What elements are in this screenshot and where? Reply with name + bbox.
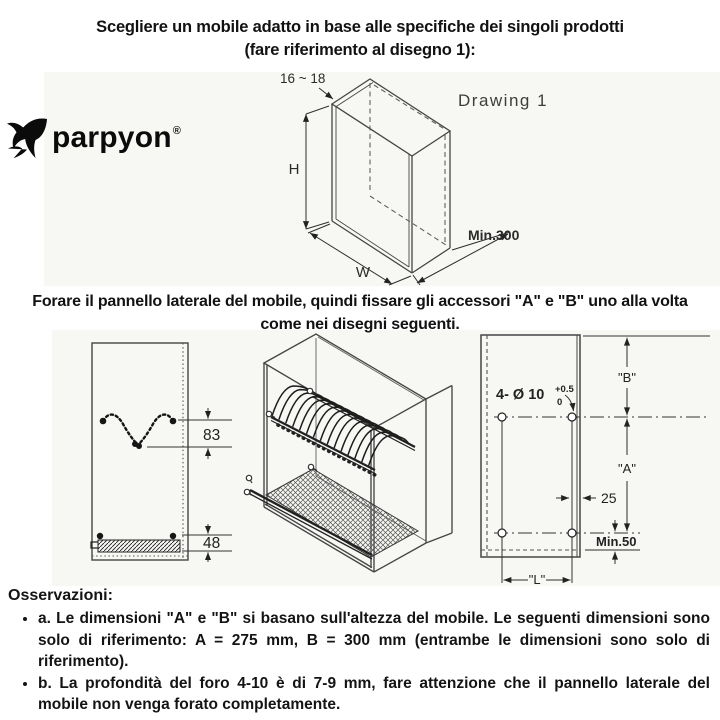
drill-holes	[498, 413, 576, 537]
dim-height-label: H	[288, 161, 300, 178]
drilling-template-figure	[460, 325, 720, 595]
brand-name: parpyon	[52, 121, 172, 154]
observation-item-a: • a. Le dimensioni "A" e "B" si basano sull'altezza del mobile. Le seguenti dimensioni sono solo di riferimento: A = 275 mm, B = 300 mm (entrambe le dimensioni sono solo di riferimento).	[38, 608, 710, 673]
bird-logo-icon	[6, 116, 48, 162]
drip-tray-beads	[278, 425, 375, 475]
observations-heading: Osservazioni:	[8, 587, 113, 604]
accessory-a-position	[100, 415, 177, 449]
observation-item-b: • b. La profondità del foro 4-10 è di 7-9 mm, fare attenzione che il pannello laterale del mobile non venga forato completamente.	[38, 673, 710, 716]
side-panel-figure	[60, 335, 240, 575]
observations-list	[8, 608, 710, 716]
observations-section	[8, 585, 710, 716]
drawing1-caption: Drawing 1	[458, 91, 549, 110]
panel-outline	[481, 335, 580, 557]
brand-logo	[6, 116, 180, 162]
dim-thickness-label: 16 ~ 18	[280, 71, 326, 86]
dim-b-label: "B"	[618, 370, 636, 385]
dim-l-label: "L"	[528, 572, 546, 587]
page-title-line2: (fare riferimento al disegno 1):	[244, 41, 476, 59]
hole-tolerance-upper: +0.5	[555, 384, 574, 395]
dim-a-label: "A"	[618, 461, 636, 476]
hole-spec-label: 4- Ø 10	[496, 387, 545, 403]
page-title-line1: Scegliere un mobile adatto in base alle specifiche dei singoli prodotti	[96, 18, 624, 36]
dim-25-label: 25	[601, 490, 617, 506]
cabinet-outline	[332, 79, 450, 273]
dish-rack-cabinet-figure	[238, 330, 470, 582]
hole-tolerance-lower: 0	[557, 397, 563, 408]
panel-dashed-edges	[481, 335, 580, 557]
dim-48-label: 48	[203, 535, 221, 552]
dim-min50-label: Min.50	[596, 534, 637, 549]
cabinet-hidden-edges	[370, 83, 446, 245]
dim-depth-label: Min.300	[468, 227, 520, 243]
instruction-line1: Forare il pannello laterale del mobile, quindi fissare gli accessori "A" e "B" uno alla volta	[32, 293, 688, 310]
instruction-line2: come nei disegni seguenti.	[260, 316, 460, 333]
drawing1-dimensions	[306, 88, 510, 285]
registered-mark: ®	[172, 125, 181, 137]
accessory-b-position	[91, 533, 180, 552]
panel-dotted-edges	[92, 343, 188, 560]
dish-rack-upper	[271, 386, 415, 475]
dim-83-label: 83	[203, 427, 221, 444]
dim-width-label: W	[355, 264, 371, 281]
dish-rack-wires	[272, 386, 409, 466]
drawing1-figure	[278, 64, 578, 296]
panel-outline	[92, 343, 188, 560]
page-title	[0, 16, 720, 62]
